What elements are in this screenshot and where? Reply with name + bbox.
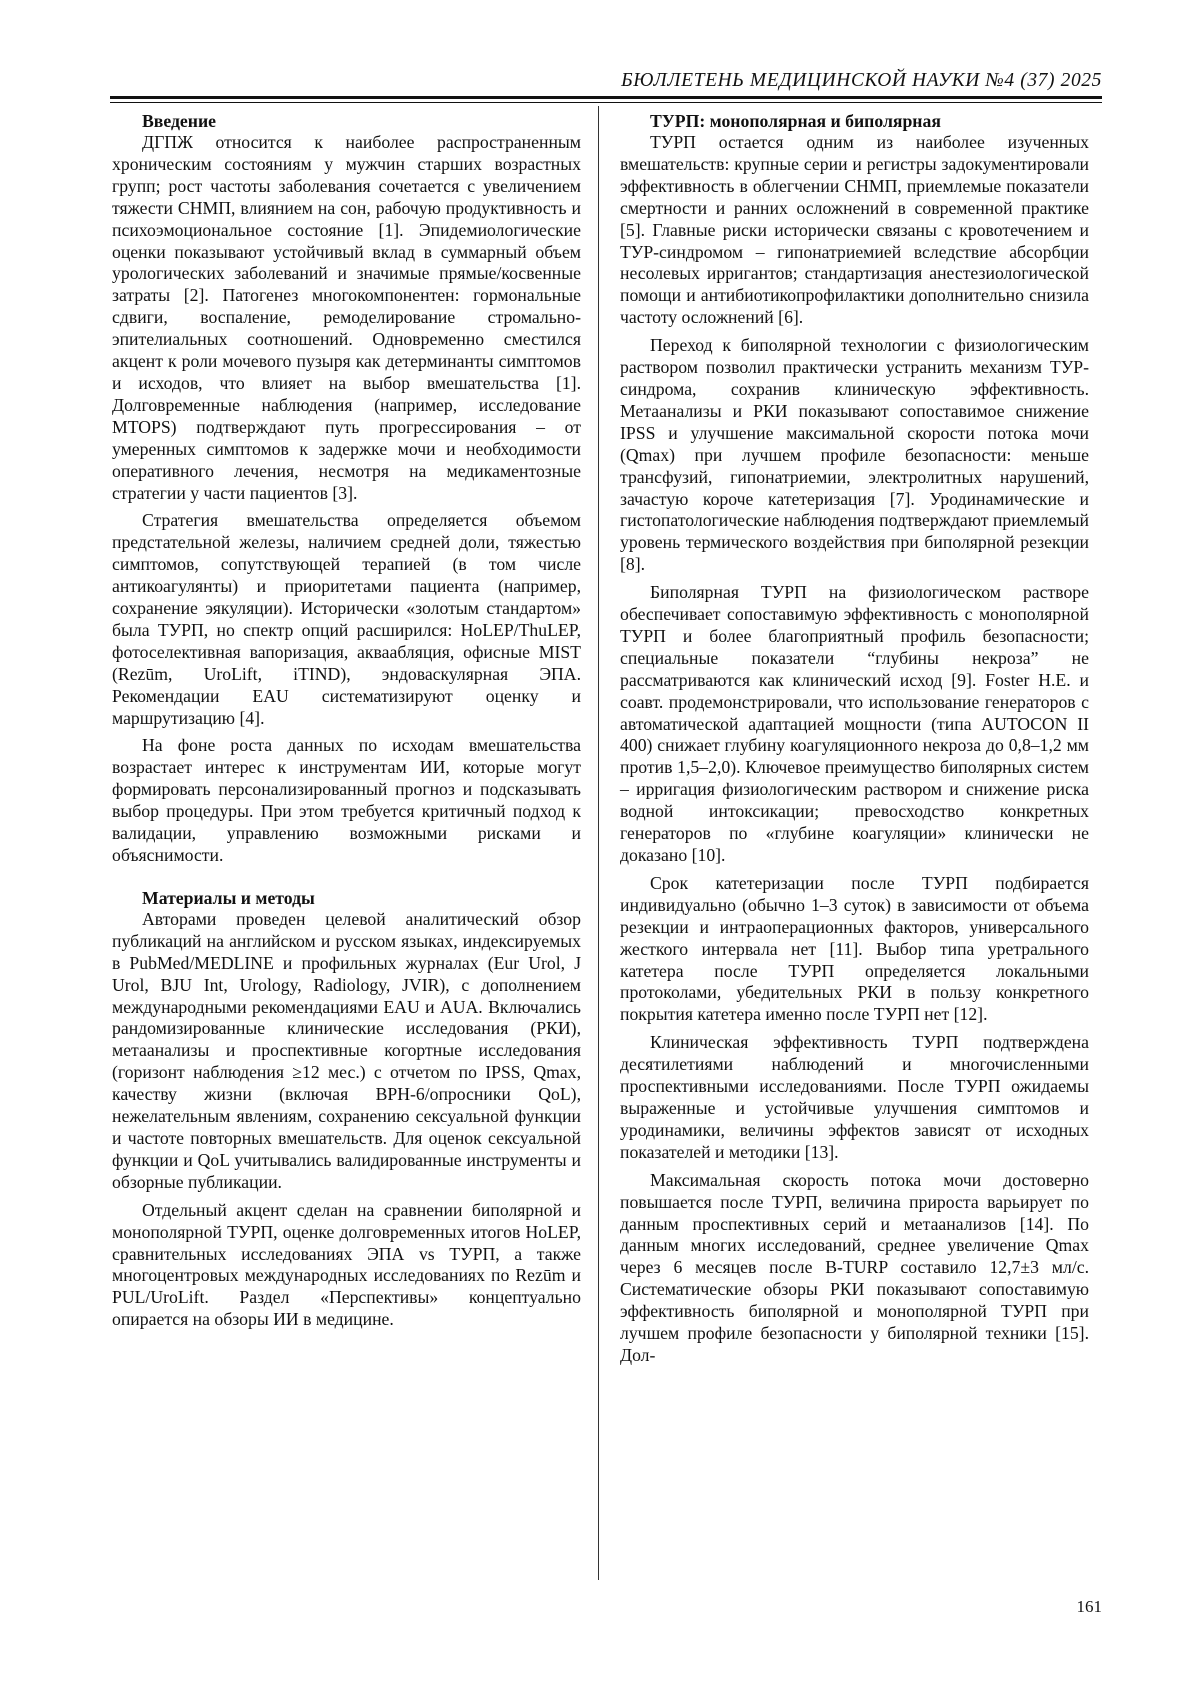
section-title-methods: Материалы и методы <box>142 887 315 908</box>
intro-paragraph-2: Стратегия вмешательства определяется объемом предстательной железы, наличием средней доли, тяжестью симптомов, сопутствующей терапией (в том числе антикоагулянты) и приоритетами пациента (например, сохранение эякуляции). Исторически «золотым стандартом» была ТУРП, но спектр опций расширился: HoLEP/ThuLEP, фотоселективная вапоризация, акваабляция, офисные MIST (Rezūm, UroLift, iTIND), эндоваскулярная ЭПА. Рекомендации EAU систематизируют оценку и маршрутизацию [4]. <box>112 510 581 728</box>
left-column <box>112 110 581 1337</box>
header-rule-thin <box>110 102 1102 103</box>
turp-paragraph-6: Максимальная скорость потока мочи достоверно повышается после ТУРП, величина прироста варьирует по данным проспективных серий и метаанализов [14]. По данным многих исследований, среднее увеличение Qmax через 6 месяцев после B-TURP составило 12,7±3 мл/с. Систематические обзоры РКИ показывают сопоставимую эффективность биполярной и монополярной ТУРП при лучшем профиле безопасности у биполярной техники [15]. Дол- <box>620 1169 1089 1365</box>
header-rule <box>110 96 1102 99</box>
column-divider <box>598 106 599 1580</box>
page-number: 161 <box>1076 1597 1102 1616</box>
methods-paragraph-1: Авторами проведен целевой аналитический обзор публикаций на английском и русском языках, индексируемых в PubMed/MEDLINE и профильных журналах (Eur Urol, J Urol, BJU Int, Urology, Radiology, JVIR), с дополнением международными рекомендациями EAU и AUA. Включались рандомизированные клинические исследования (РКИ), метаанализы и проспективные когортные исследования (горизонт наблюдения ≥12 мес.) с отчетом по IPSS, Qmax, качеству жизни (включая BPH-6/опросники QoL), нежелательным явлениям, сохранению сексуальной функции и частоте повторных вмешательств. Для оценок сексуальной функции и QoL учитывались валидированные инструменты и обзорные публикации. <box>112 908 581 1192</box>
methods-paragraph-2: Отдельный акцент сделан на сравнении биполярной и монополярной ТУРП, оценке долговременных итогов HoLEP, сравнительных исследованиях ЭПА vs ТУРП, а также многоцентровых международных исследованиях по Rezūm и PUL/UroLift. Раздел «Перспективы» концептуально опирается на обзоры ИИ в медицине. <box>112 1199 581 1330</box>
section-title-turp: ТУРП: монополярная и биполярная <box>650 111 941 131</box>
right-column <box>620 110 1089 1373</box>
turp-paragraph-4: Срок катетеризации после ТУРП подбирается индивидуально (обычно 1–3 суток) в зависимости от объема резекции и интраоперационных факторов, универсального жесткого интервала нет [11]. Выбор типа уретрального катетера после ТУРП определяется локальными протоколами, убедительных РКИ в пользу конкретного покрытия катетера именно после ТУРП нет [12]. <box>620 872 1089 1025</box>
turp-paragraph-3: Биполярная ТУРП на физиологическом растворе обеспечивает сопоставимую эффективность с монополярной ТУРП и более благоприятный профиль безопасности; специальные показатели “глубины некроза” не рассматриваются как клинический исход [9]. Foster H.E. и соавт. продемонстрировали, что использование генераторов с автоматической адаптацией мощности (типа AUTOCON II 400) снижает глубину коагуляционного некроза до 0,8–1,2 мм против 1,5–2,0). Ключевое преимущество биполярных систем – ирригация физиологическим раствором и снижение риска водной интоксикации; превосходство конкретных генераторов по «глубине коагуляции» клинически не доказано [10]. <box>620 582 1089 865</box>
section-title-introduction: Введение <box>142 111 216 131</box>
intro-paragraph-1: ДГПЖ относится к наиболее распространенным хроническим состояниям у мужчин старших возрастных групп; рост частоты заболевания сочетается с увеличением тяжести СНМП, влиянием на сон, рабочую продуктивность и психоэмоциональное состояние [1]. Эпидемиологические оценки показывают устойчивый вклад в суммарный объем урологических заболеваний и значимые прямые/косвенные затраты [2]. Патогенез многокомпонентен: гормональные сдвиги, воспаление, ремоделирование стромально-эпителиальных соотношений. Одновременно сместился акцент к роли мочевого пузыря как детерминанты симптомов и исходов, что влияет на выбор вмешательства [1]. Долговременные наблюдения (например, исследование MTOPS) подтверждают путь прогрессирования – от умеренных симптомов к задержке мочи и необходимости оперативного лечения, несмотря на медикаментозные стратегии у части пациентов [3]. <box>112 132 581 503</box>
turp-paragraph-2: Переход к биполярной технологии с физиологическим раствором позволил практически устранить механизм ТУР-синдрома, сохранив клиническую эффективность. Метаанализы и РКИ показывают сопоставимое снижение IPSS и улучшение максимальной скорости потока мочи (Qmax) при лучшем профиле безопасности: меньше трансфузий, гипонатриемии, электролитных нарушений, зачастую короче катетеризация [7]. Уродинамические и гистопатологические наблюдения подтверждают приемлемый уровень термического воздействия при биполярной резекции [8]. <box>620 335 1089 575</box>
turp-paragraph-5: Клиническая эффективность ТУРП подтверждена десятилетиями наблюдений и многочисленными проспективными исследованиями. После ТУРП ожидаемы выраженные и устойчивые улучшения симптомов и уродинамики, величины эффектов зависят от исходных показателей и методики [13]. <box>620 1032 1089 1162</box>
turp-paragraph-1: ТУРП остается одним из наиболее изученных вмешательств: крупные серии и регистры задокументировали эффективность в облегчении СНМП, приемлемые показатели смертности и ранних осложнений в современной практике [5]. Главные риски исторически связаны с кровотечением и ТУР-синдромом – гипонатриемией вследствие абсорбции несолевых ирригантов; стандартизация анестезиологической помощи и антибиотикопрофилактики дополнительно снизила частоту осложнений [6]. <box>620 132 1089 328</box>
intro-paragraph-3: На фоне роста данных по исходам вмешательства возрастает интерес к инструментам ИИ, которые могут формировать персонализированный прогноз и подсказывать выбор процедуры. При этом требуется критичный подход к валидации, управлению возможными рисками и объяснимости. <box>112 735 581 865</box>
journal-title: БЮЛЛЕТЕНЬ МЕДИЦИНСКОЙ НАУКИ №4 (37) 2025 <box>621 70 1102 91</box>
